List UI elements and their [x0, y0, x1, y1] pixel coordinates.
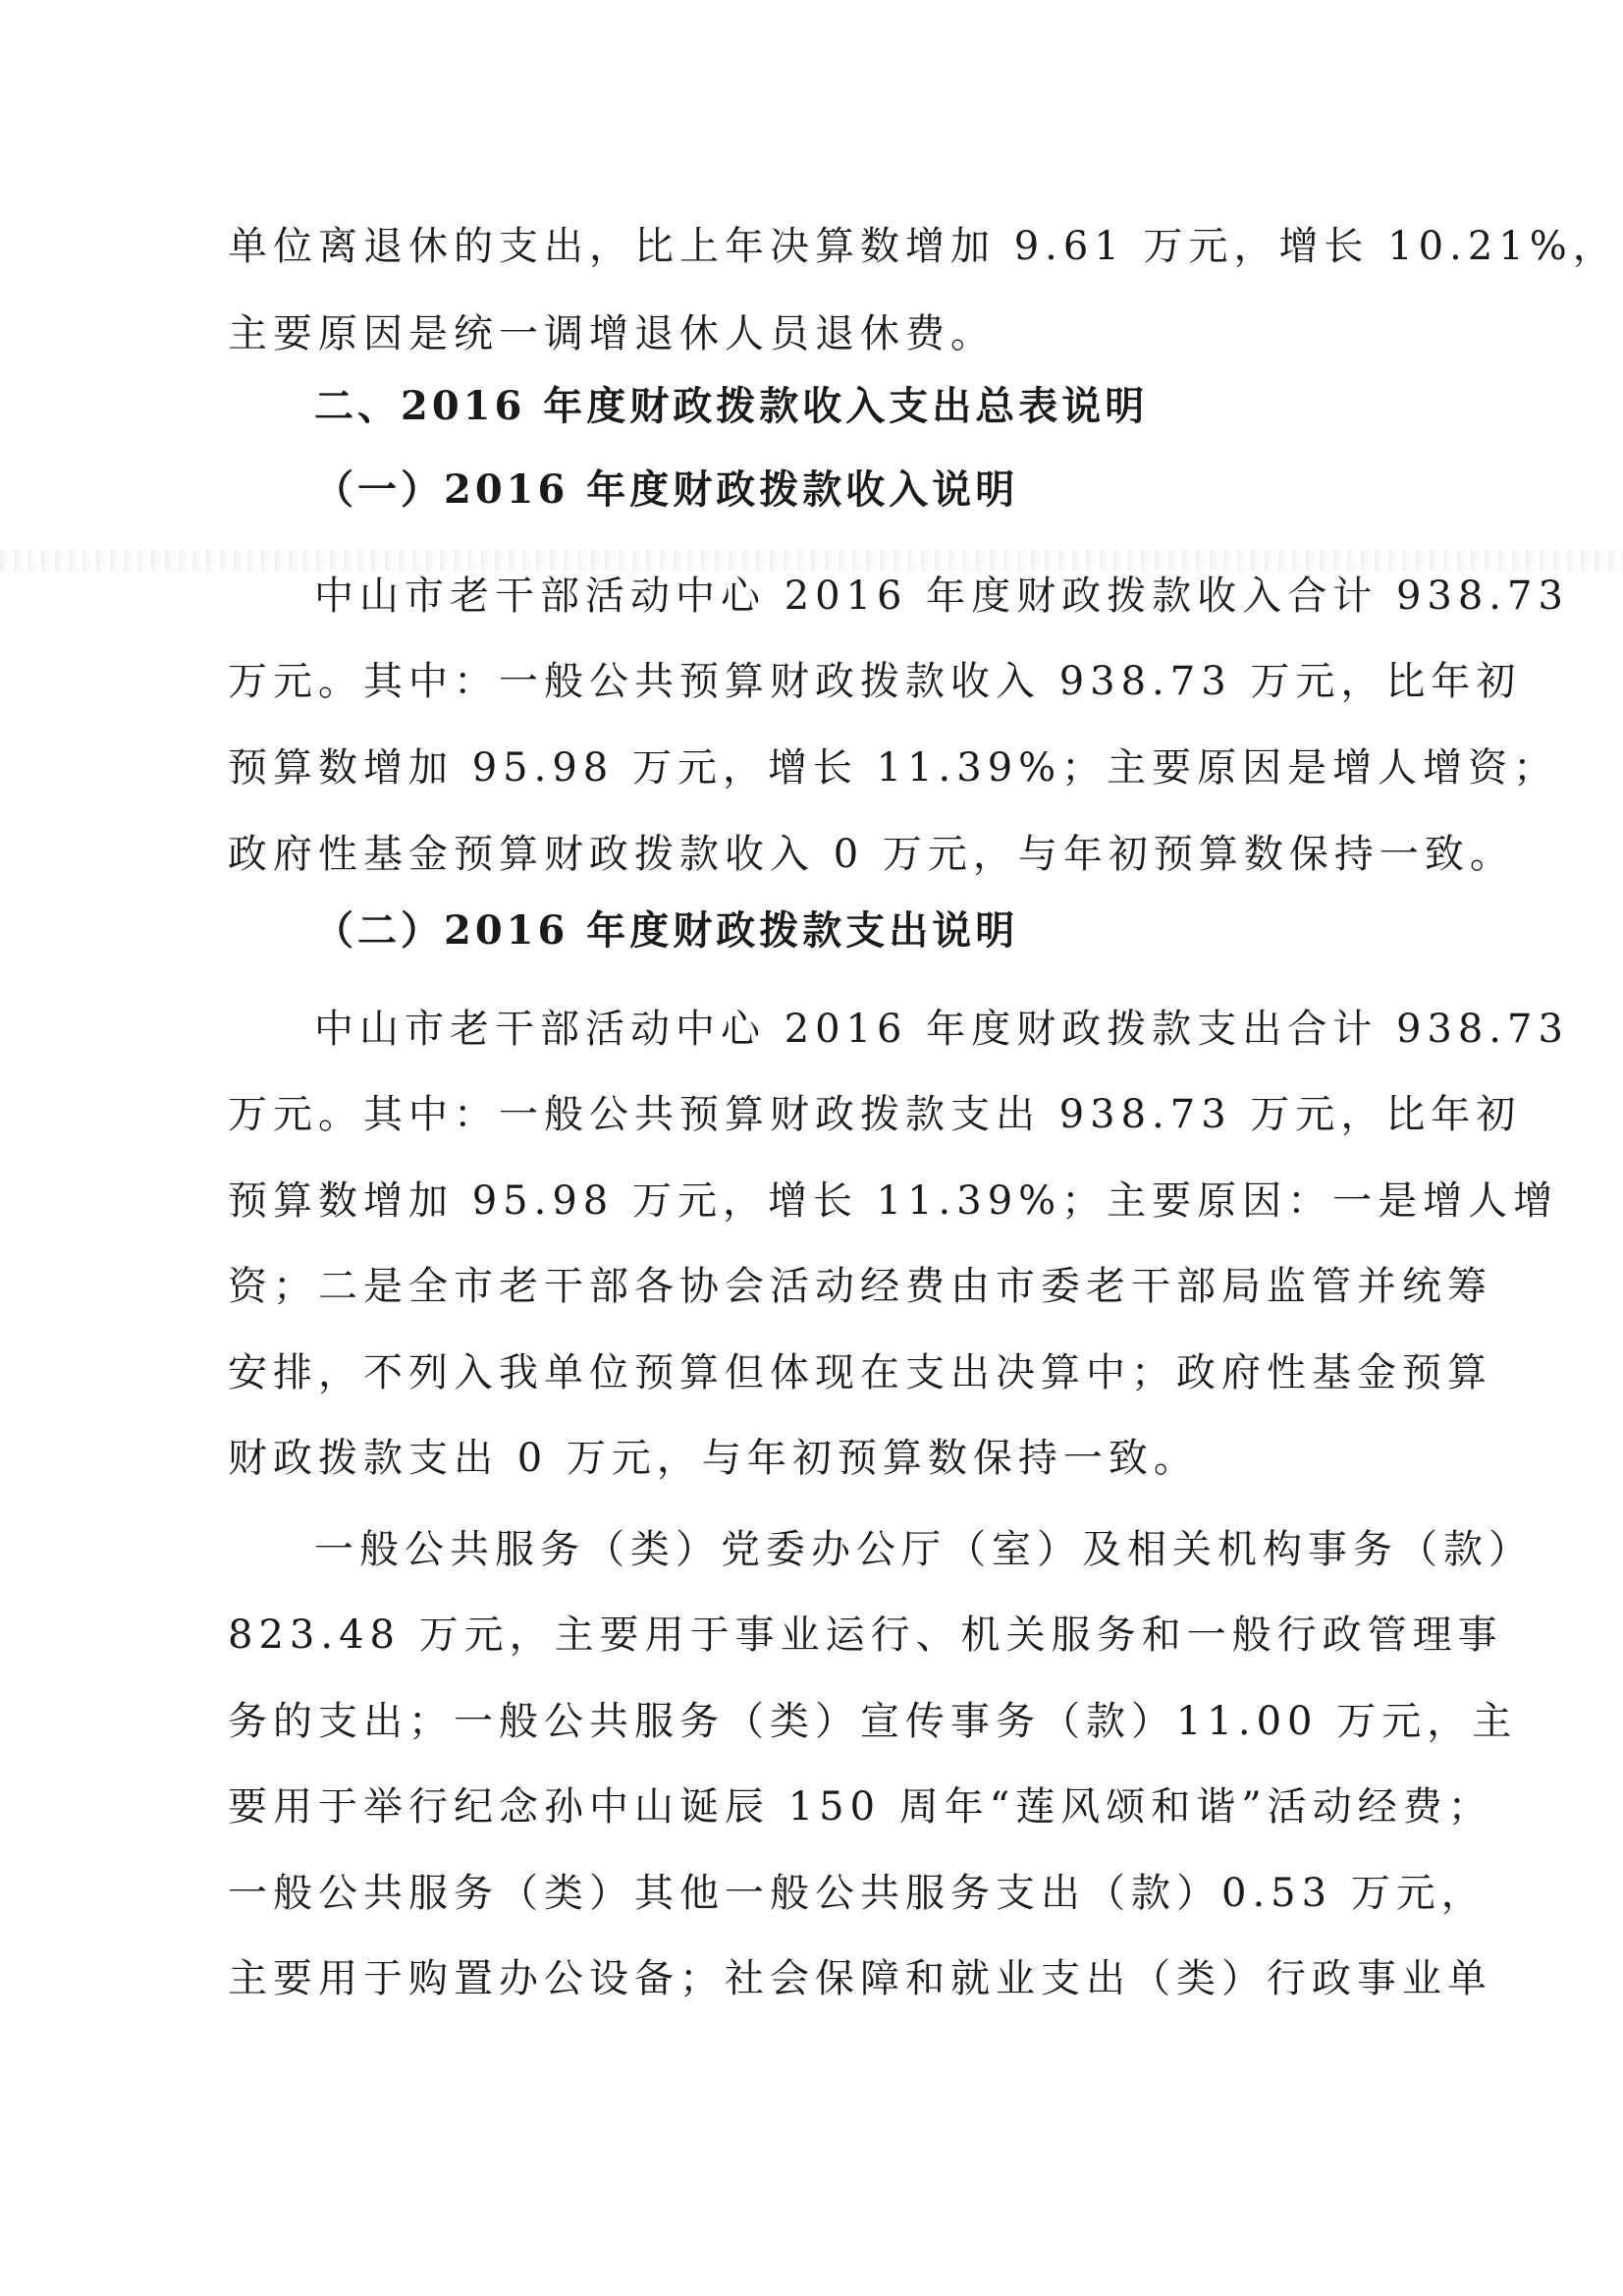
line-text: 万元。其中：一般公共预算财政拨款收入 938.73 万元，比年初	[228, 659, 1522, 704]
heading-text: （二）2016 年度财政拨款支出说明	[314, 907, 1019, 954]
text-line	[0, 1517, 1623, 1582]
text-line	[0, 822, 1623, 887]
line-text: 一般公共服务（类）党委办公厅（室）及相关机构事务（款）	[314, 1527, 1534, 1572]
line-text: 万元。其中：一般公共预算财政拨款支出 938.73 万元，比年初	[228, 1092, 1522, 1137]
line-text: 中山市老干部活动中心 2016 年度财政拨款支出合计 938.73	[314, 1007, 1569, 1052]
text-line	[0, 1946, 1623, 2011]
text-line	[0, 564, 1623, 629]
text-line	[0, 1254, 1623, 1319]
text-line	[0, 1082, 1623, 1147]
text-line	[0, 649, 1623, 714]
text-line	[0, 997, 1623, 1062]
line-text: 预算数增加 95.98 万元，增长 11.39%；主要原因：一是增人增	[228, 1178, 1559, 1224]
subsection-heading	[0, 899, 1623, 963]
text-line	[0, 214, 1623, 279]
text-line	[0, 1426, 1623, 1491]
text-line	[0, 1169, 1623, 1233]
line-text: 安排，不列入我单位预算但体现在支出决算中；政府性基金预算	[228, 1350, 1492, 1395]
text-line	[0, 301, 1623, 366]
line-text: 务的支出；一般公共服务（类）宣传事务（款）11.00 万元，主	[228, 1699, 1518, 1744]
text-line	[0, 1775, 1623, 1839]
line-text: 主要用于购置办公设备；社会保障和就业支出（类）行政事业单	[228, 1956, 1492, 2001]
subsection-heading	[0, 458, 1623, 522]
line-text: 财政拨款支出 0 万元，与年初预算数保持一致。	[228, 1436, 1199, 1481]
line-text: 823.48 万元，主要用于事业运行、机关服务和一般行政管理事	[228, 1613, 1503, 1658]
text-line	[0, 1861, 1623, 1926]
line-text: 中山市老干部活动中心 2016 年度财政拨款收入合计 938.73	[314, 574, 1569, 619]
text-line	[0, 1603, 1623, 1667]
line-text: 主要原因是统一调增退休人员退休费。	[228, 311, 996, 356]
text-line	[0, 1340, 1623, 1405]
section-heading	[0, 374, 1623, 439]
heading-text: （一）2016 年度财政拨款收入说明	[314, 466, 1019, 513]
text-line	[0, 736, 1623, 800]
line-text: 政府性基金预算财政拨款收入 0 万元，与年初预算数保持一致。	[228, 832, 1515, 877]
text-line	[0, 1689, 1623, 1754]
line-text: 一般公共服务（类）其他一般公共服务支出（款）0.53 万元，	[228, 1871, 1487, 1916]
line-text: 预算数增加 95.98 万元，增长 11.39%；主要原因是增人增资；	[228, 745, 1559, 791]
heading-text: 二、2016 年度财政拨款收入支出总表说明	[314, 383, 1149, 429]
line-text: 要用于举行纪念孙中山诞辰 150 周年“莲风颂和谐”活动经费；	[228, 1784, 1493, 1830]
line-text: 单位离退休的支出，比上年决算数增加 9.61 万元，增长 10.21%，	[228, 224, 1618, 269]
line-text: 资；二是全市老干部各协会活动经费由市委老干部局监管并统筹	[228, 1264, 1492, 1309]
